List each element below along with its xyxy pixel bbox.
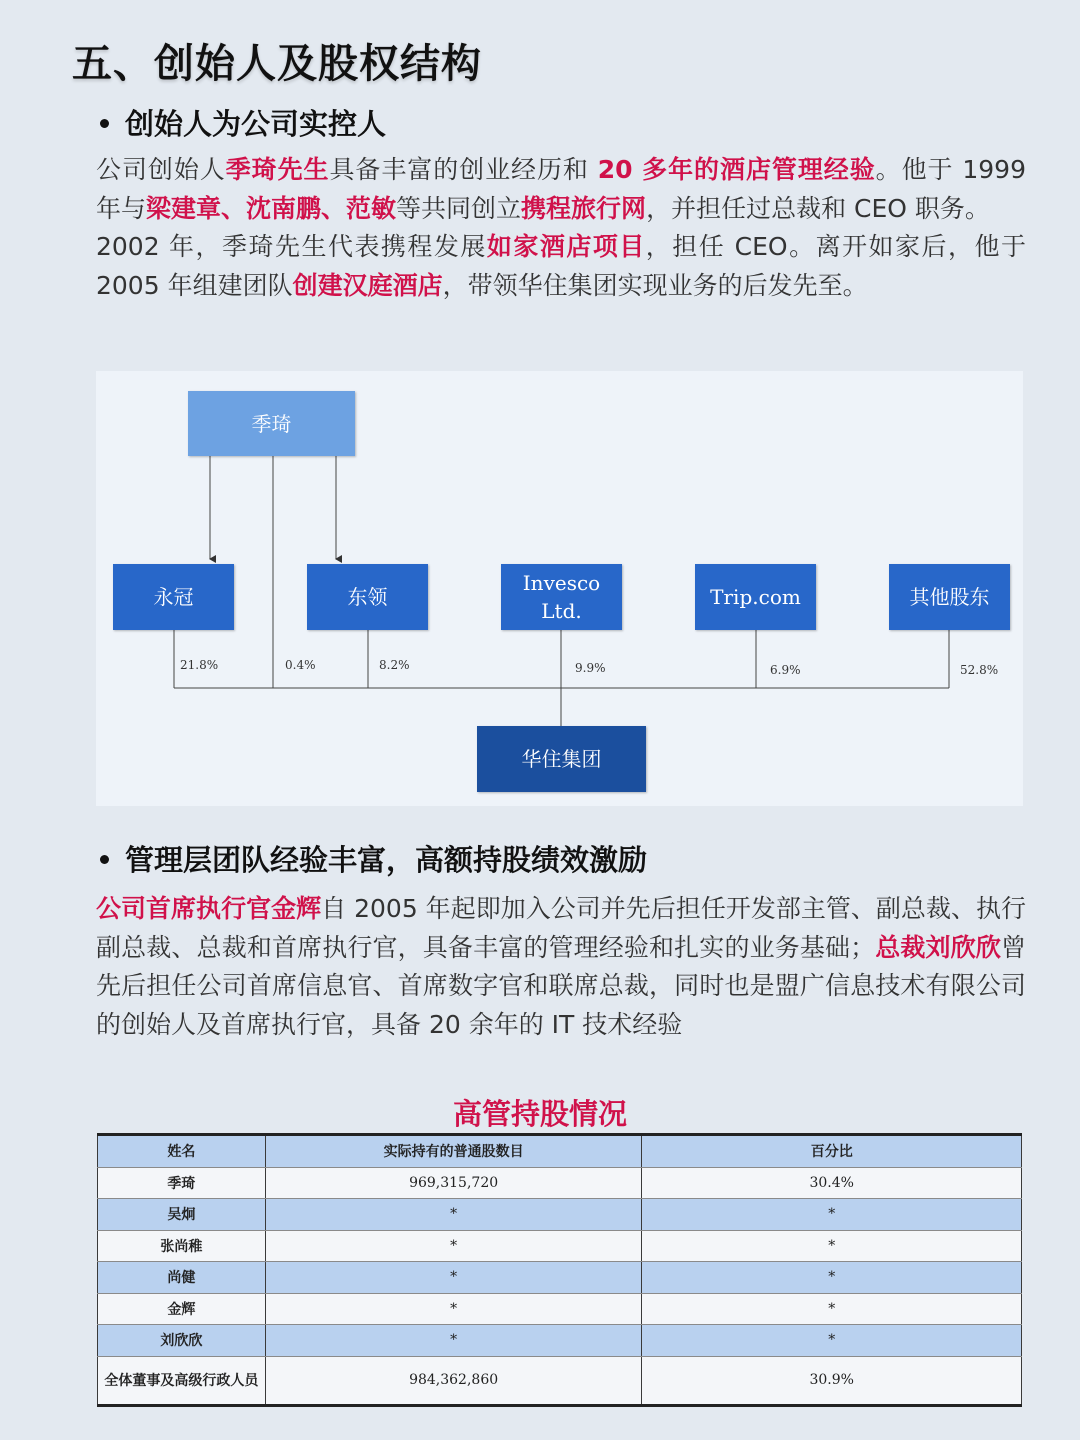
shareholder-box-tripcom: Trip.com xyxy=(695,564,816,630)
page-title: 五、创始人及股权结构 xyxy=(72,41,482,87)
shareholder-box-yongguan: 永冠 xyxy=(113,564,234,630)
highlight-text: 携程旅行网 xyxy=(521,193,647,223)
pct-yongguan: 21.8% xyxy=(180,658,219,672)
table-row xyxy=(98,1293,1022,1325)
highlight-text: 如家酒店项目 xyxy=(486,232,646,261)
body-text: 2002 年，季琦先生代表携程发展 xyxy=(96,232,487,261)
section1-heading-text: 创始人为公司实控人 xyxy=(125,107,387,141)
table-row xyxy=(98,1325,1022,1357)
header-shares: 实际持有的普通股数目 xyxy=(265,1135,642,1168)
table-row xyxy=(98,1230,1022,1262)
body-text: 公司创始人 xyxy=(96,155,226,184)
pct-others: 52.8% xyxy=(960,663,999,677)
body-text: 具备丰富的创业经历和 xyxy=(329,155,598,184)
founder-box: 季琦 xyxy=(188,391,355,456)
section2-body xyxy=(96,890,1026,1044)
highlight-text: 20 多年的酒店管理经验 xyxy=(597,155,876,184)
highlight-text: 公司首席执行官金辉 xyxy=(96,894,322,923)
cell-name: 张尚稚 xyxy=(98,1230,266,1262)
cell-percent: * xyxy=(642,1262,1022,1294)
cell-name: 季琦 xyxy=(98,1167,266,1199)
founder-paragraph-2 xyxy=(96,228,1026,305)
pct-founder-direct: 0.4% xyxy=(285,658,316,672)
pct-tripcom: 6.9% xyxy=(770,663,801,677)
management-paragraph xyxy=(96,890,1026,1044)
table-row xyxy=(98,1199,1022,1231)
header-percent: 百分比 xyxy=(642,1135,1022,1168)
cell-shares: * xyxy=(265,1199,642,1231)
shareholder-box-dongling: 东领 xyxy=(307,564,428,630)
founder-paragraph-1 xyxy=(96,151,1026,228)
cell-shares: * xyxy=(265,1325,642,1357)
section2-heading xyxy=(100,838,647,879)
highlight-text: 梁建章、沈南鹏、范敏 xyxy=(146,193,397,223)
body-text: 自 2005 年起即加入公司并先后担任开发部主管、副总裁、执行副总裁、总裁和首席执行官，具备丰富的管理经验和扎实的业务基础； xyxy=(96,894,1026,962)
cell-name: 金辉 xyxy=(98,1293,266,1325)
body-text: ，并担任过总裁和 CEO 职务。 xyxy=(646,193,990,223)
ownership-chart xyxy=(96,371,1023,806)
cell-name: 吴炯 xyxy=(98,1199,266,1231)
cell-percent: * xyxy=(642,1199,1022,1231)
body-text: ，担任 CEO。离开如家后，他于 2005 年组建团队 xyxy=(96,232,1026,300)
cell-shares: 969,315,720 xyxy=(265,1167,642,1199)
body-text: 等共同创立 xyxy=(396,193,522,223)
header-name: 姓名 xyxy=(98,1135,266,1168)
cell-percent: * xyxy=(642,1325,1022,1357)
cell-percent: 30.9% xyxy=(642,1356,1022,1405)
highlight-text: 创建汉庭酒店 xyxy=(292,270,443,300)
body-text: 曾先后担任公司首席信息官、首席数字官和联席总裁，同时也是盟广信息技术有限公司的创始人及首席执行官，具备 20 余年的 IT 技术经验 xyxy=(96,932,1026,1039)
cell-name: 刘欣欣 xyxy=(98,1325,266,1357)
cell-shares: * xyxy=(265,1262,642,1294)
section2-heading-text: 管理层团队经验丰富，高额持股绩效激励 xyxy=(125,843,648,877)
highlight-text: 季琦先生 xyxy=(225,155,330,184)
table-row xyxy=(98,1167,1022,1199)
cell-percent: * xyxy=(642,1293,1022,1325)
table-row xyxy=(98,1356,1022,1405)
highlight-text: 总裁刘欣欣 xyxy=(875,932,1001,962)
cell-shares: 984,362,860 xyxy=(265,1356,642,1405)
cell-name: 尚健 xyxy=(98,1262,266,1294)
holdings-table-title: 高管持股情况 xyxy=(452,1097,627,1131)
company-box: 华住集团 xyxy=(477,726,646,792)
section1-body xyxy=(96,151,1026,305)
cell-percent: * xyxy=(642,1230,1022,1262)
cell-percent: 30.4% xyxy=(642,1167,1022,1199)
bullet-dot xyxy=(100,119,109,128)
body-text: 。他于 1999 年与 xyxy=(96,155,1026,223)
table-row xyxy=(98,1262,1022,1294)
shareholder-box-invesco: Invesco Ltd. xyxy=(501,564,622,630)
cell-shares: * xyxy=(265,1230,642,1262)
bullet-dot xyxy=(100,855,109,864)
body-text: ，带领华住集团实现业务的后发先至。 xyxy=(442,270,868,300)
pct-dongling: 8.2% xyxy=(379,658,410,672)
table-header-row xyxy=(98,1135,1022,1168)
section1-heading xyxy=(100,102,386,143)
cell-shares: * xyxy=(265,1293,642,1325)
pct-invesco: 9.9% xyxy=(575,661,606,675)
holdings-table xyxy=(97,1133,1022,1407)
shareholder-box-others: 其他股东 xyxy=(889,564,1010,630)
cell-name: 全体董事及高级行政人员 xyxy=(98,1356,266,1405)
